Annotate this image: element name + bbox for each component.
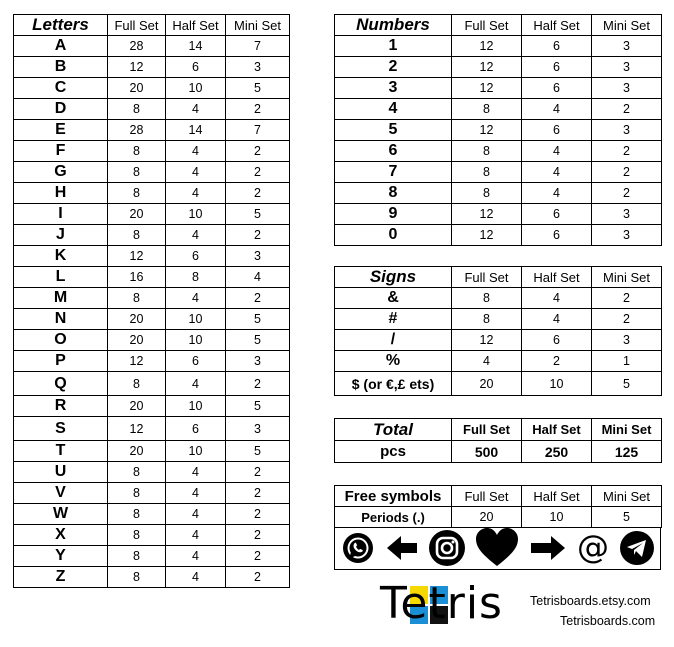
heart-icon bbox=[475, 528, 519, 568]
letters-col-mini: Mini Set bbox=[226, 15, 290, 36]
full-set-value: 8 bbox=[108, 288, 166, 309]
full-set-value: 8 bbox=[108, 462, 166, 483]
half-set-value: 6 bbox=[522, 36, 592, 57]
row-label: 3 bbox=[335, 78, 452, 99]
mini-set-value: 2 bbox=[226, 462, 290, 483]
table-row bbox=[335, 120, 662, 141]
letters-table bbox=[13, 14, 290, 588]
mini-set-value: 4 bbox=[226, 267, 290, 288]
table-row bbox=[335, 288, 662, 309]
full-set-value: 8 bbox=[108, 525, 166, 546]
mini-set-value: 2 bbox=[592, 288, 662, 309]
full-set-value: 20 bbox=[108, 78, 166, 99]
mini-set-value: 2 bbox=[592, 99, 662, 120]
row-label: 4 bbox=[335, 99, 452, 120]
mini-set-value: 3 bbox=[226, 351, 290, 372]
free-symbols-icon-row bbox=[334, 527, 661, 570]
half-set-value: 14 bbox=[166, 36, 226, 57]
full-set-value: 16 bbox=[108, 267, 166, 288]
half-set-value: 4 bbox=[522, 288, 592, 309]
half-set-value: 4 bbox=[166, 162, 226, 183]
row-label: Q bbox=[14, 372, 108, 396]
mini-set-value: 2 bbox=[226, 183, 290, 204]
table-row bbox=[14, 246, 290, 267]
half-set-value: 4 bbox=[166, 288, 226, 309]
table-row bbox=[335, 351, 662, 372]
numbers-col-mini: Mini Set bbox=[592, 15, 662, 36]
row-label: 6 bbox=[335, 141, 452, 162]
signs-table bbox=[334, 266, 662, 396]
half-set-value: 4 bbox=[166, 141, 226, 162]
signs-col-full: Full Set bbox=[452, 267, 522, 288]
mini-set-value: 5 bbox=[226, 78, 290, 99]
full-set-value: 12 bbox=[108, 417, 166, 441]
row-label: H bbox=[14, 183, 108, 204]
mini-set-value: 2 bbox=[226, 483, 290, 504]
telegram-icon bbox=[619, 530, 655, 566]
table-row bbox=[14, 225, 290, 246]
row-label: / bbox=[335, 330, 452, 351]
full-set-value: 8 bbox=[452, 162, 522, 183]
half-set-value: 8 bbox=[166, 267, 226, 288]
full-set-value: 12 bbox=[452, 330, 522, 351]
row-label: 8 bbox=[335, 183, 452, 204]
half-set-value: 6 bbox=[522, 57, 592, 78]
brand-name: Tetris bbox=[380, 578, 503, 629]
free-col-full: Full Set bbox=[452, 486, 522, 507]
row-label: C bbox=[14, 78, 108, 99]
half-set-value: 6 bbox=[166, 351, 226, 372]
table-row bbox=[14, 525, 290, 546]
half-set-value: 4 bbox=[166, 504, 226, 525]
row-label: V bbox=[14, 483, 108, 504]
full-set-value: 12 bbox=[452, 225, 522, 246]
mini-set-value: 5 bbox=[226, 441, 290, 462]
table-row bbox=[335, 330, 662, 351]
full-set-value: 20 bbox=[108, 396, 166, 417]
mini-set-value: 2 bbox=[226, 99, 290, 120]
website-link[interactable]: Tetrisboards.com bbox=[560, 614, 656, 628]
numbers-col-full: Full Set bbox=[452, 15, 522, 36]
table-row bbox=[335, 78, 662, 99]
half-set-value: 10 bbox=[522, 372, 592, 396]
mini-set-value: 5 bbox=[592, 372, 662, 396]
half-set-value: 10 bbox=[166, 204, 226, 225]
mini-set-value: 3 bbox=[592, 78, 662, 99]
mini-set-value: 2 bbox=[592, 183, 662, 204]
table-row bbox=[14, 78, 290, 99]
mini-set-value: 2 bbox=[226, 162, 290, 183]
free-mini-value: 5 bbox=[592, 507, 662, 528]
total-col-mini: Mini Set bbox=[592, 419, 662, 441]
full-set-value: 20 bbox=[108, 330, 166, 351]
half-set-value: 2 bbox=[522, 351, 592, 372]
row-label: O bbox=[14, 330, 108, 351]
half-set-value: 6 bbox=[522, 78, 592, 99]
table-row bbox=[14, 483, 290, 504]
full-set-value: 8 bbox=[452, 141, 522, 162]
mini-set-value: 2 bbox=[226, 141, 290, 162]
table-row bbox=[14, 57, 290, 78]
table-row bbox=[14, 36, 290, 57]
letters-col-half: Half Set bbox=[166, 15, 226, 36]
row-label: X bbox=[14, 525, 108, 546]
total-col-full: Full Set bbox=[452, 419, 522, 441]
table-row bbox=[335, 99, 662, 120]
mini-set-value: 2 bbox=[592, 141, 662, 162]
table-row bbox=[14, 309, 290, 330]
half-set-value: 10 bbox=[166, 309, 226, 330]
full-set-value: 28 bbox=[108, 36, 166, 57]
mini-set-value: 3 bbox=[226, 57, 290, 78]
row-label: J bbox=[14, 225, 108, 246]
half-set-value: 10 bbox=[166, 78, 226, 99]
full-set-value: 12 bbox=[452, 204, 522, 225]
row-label: D bbox=[14, 99, 108, 120]
mini-set-value: 2 bbox=[226, 504, 290, 525]
full-set-value: 12 bbox=[452, 78, 522, 99]
half-set-value: 14 bbox=[166, 120, 226, 141]
half-set-value: 4 bbox=[166, 225, 226, 246]
row-label: A bbox=[14, 36, 108, 57]
half-set-value: 4 bbox=[166, 183, 226, 204]
full-set-value: 8 bbox=[452, 183, 522, 204]
row-label: $ (or €,£ ets) bbox=[335, 372, 452, 396]
full-set-value: 20 bbox=[108, 204, 166, 225]
row-label: M bbox=[14, 288, 108, 309]
full-set-value: 8 bbox=[108, 372, 166, 396]
half-set-value: 4 bbox=[166, 525, 226, 546]
half-set-value: 6 bbox=[522, 225, 592, 246]
table-row bbox=[14, 396, 290, 417]
half-set-value: 4 bbox=[166, 462, 226, 483]
table-row bbox=[14, 351, 290, 372]
row-label: G bbox=[14, 162, 108, 183]
table-row bbox=[14, 546, 290, 567]
half-set-value: 4 bbox=[522, 99, 592, 120]
full-set-value: 8 bbox=[108, 183, 166, 204]
table-row bbox=[14, 330, 290, 351]
row-label: % bbox=[335, 351, 452, 372]
row-label: 2 bbox=[335, 57, 452, 78]
table-row bbox=[335, 372, 662, 396]
table-row bbox=[14, 162, 290, 183]
full-set-value: 8 bbox=[108, 483, 166, 504]
table-row bbox=[14, 99, 290, 120]
full-set-value: 12 bbox=[108, 57, 166, 78]
numbers-title: Numbers bbox=[335, 15, 452, 36]
half-set-value: 4 bbox=[522, 183, 592, 204]
mini-set-value: 2 bbox=[226, 525, 290, 546]
mini-set-value: 3 bbox=[592, 120, 662, 141]
full-set-value: 8 bbox=[108, 567, 166, 588]
mini-set-value: 7 bbox=[226, 120, 290, 141]
total-half-value: 250 bbox=[522, 441, 592, 463]
row-label: 7 bbox=[335, 162, 452, 183]
half-set-value: 4 bbox=[166, 483, 226, 504]
table-row bbox=[335, 225, 662, 246]
half-set-value: 10 bbox=[166, 396, 226, 417]
mini-set-value: 3 bbox=[226, 417, 290, 441]
mini-set-value: 2 bbox=[592, 162, 662, 183]
letters-title: Letters bbox=[14, 15, 108, 36]
half-set-value: 6 bbox=[522, 204, 592, 225]
half-set-value: 4 bbox=[166, 99, 226, 120]
table-row bbox=[14, 441, 290, 462]
total-title: Total bbox=[335, 419, 452, 441]
table-row bbox=[335, 309, 662, 330]
full-set-value: 8 bbox=[452, 309, 522, 330]
signs-title: Signs bbox=[335, 267, 452, 288]
full-set-value: 8 bbox=[108, 225, 166, 246]
full-set-value: 8 bbox=[108, 546, 166, 567]
half-set-value: 6 bbox=[166, 57, 226, 78]
table-row bbox=[14, 417, 290, 441]
half-set-value: 10 bbox=[166, 330, 226, 351]
full-set-value: 8 bbox=[452, 99, 522, 120]
numbers-table bbox=[334, 14, 662, 246]
half-set-value: 6 bbox=[166, 246, 226, 267]
full-set-value: 20 bbox=[452, 372, 522, 396]
total-full-value: 500 bbox=[452, 441, 522, 463]
row-label: T bbox=[14, 441, 108, 462]
row-label: U bbox=[14, 462, 108, 483]
full-set-value: 12 bbox=[108, 351, 166, 372]
table-row bbox=[335, 183, 662, 204]
table-row bbox=[14, 567, 290, 588]
mini-set-value: 2 bbox=[592, 309, 662, 330]
svg-text:@: @ bbox=[577, 531, 610, 565]
row-label: N bbox=[14, 309, 108, 330]
row-label: # bbox=[335, 309, 452, 330]
mini-set-value: 5 bbox=[226, 396, 290, 417]
etsy-link[interactable]: Tetrisboards.etsy.com bbox=[530, 594, 651, 608]
table-row bbox=[14, 267, 290, 288]
arrow-left-icon bbox=[385, 534, 419, 562]
half-set-value: 4 bbox=[166, 567, 226, 588]
mini-set-value: 1 bbox=[592, 351, 662, 372]
table-row bbox=[14, 204, 290, 225]
mini-set-value: 5 bbox=[226, 204, 290, 225]
row-label: S bbox=[14, 417, 108, 441]
numbers-col-half: Half Set bbox=[522, 15, 592, 36]
table-row bbox=[14, 141, 290, 162]
full-set-value: 12 bbox=[108, 246, 166, 267]
row-label: E bbox=[14, 120, 108, 141]
free-col-mini: Mini Set bbox=[592, 486, 662, 507]
table-row bbox=[335, 162, 662, 183]
mini-set-value: 5 bbox=[226, 309, 290, 330]
mini-set-value: 7 bbox=[226, 36, 290, 57]
total-table bbox=[334, 418, 662, 463]
table-row bbox=[335, 57, 662, 78]
half-set-value: 6 bbox=[522, 330, 592, 351]
mini-set-value: 3 bbox=[592, 330, 662, 351]
full-set-value: 20 bbox=[108, 441, 166, 462]
signs-col-mini: Mini Set bbox=[592, 267, 662, 288]
mini-set-value: 3 bbox=[592, 204, 662, 225]
half-set-value: 10 bbox=[166, 441, 226, 462]
row-label: L bbox=[14, 267, 108, 288]
row-label: 0 bbox=[335, 225, 452, 246]
full-set-value: 8 bbox=[108, 99, 166, 120]
mini-set-value: 2 bbox=[226, 372, 290, 396]
at-sign-icon bbox=[576, 531, 610, 565]
whatsapp-icon bbox=[340, 530, 376, 566]
half-set-value: 4 bbox=[166, 546, 226, 567]
half-set-value: 4 bbox=[166, 372, 226, 396]
mini-set-value: 2 bbox=[226, 546, 290, 567]
free-half-value: 10 bbox=[522, 507, 592, 528]
table-row bbox=[335, 36, 662, 57]
full-set-value: 4 bbox=[452, 351, 522, 372]
row-label: 9 bbox=[335, 204, 452, 225]
row-label: F bbox=[14, 141, 108, 162]
mini-set-value: 3 bbox=[226, 246, 290, 267]
full-set-value: 8 bbox=[452, 288, 522, 309]
row-label: I bbox=[14, 204, 108, 225]
mini-set-value: 3 bbox=[592, 36, 662, 57]
free-symbols-title: Free symbols bbox=[335, 486, 452, 507]
free-col-half: Half Set bbox=[522, 486, 592, 507]
table-row bbox=[14, 183, 290, 204]
mini-set-value: 3 bbox=[592, 225, 662, 246]
table-row bbox=[14, 504, 290, 525]
full-set-value: 12 bbox=[452, 120, 522, 141]
row-label: R bbox=[14, 396, 108, 417]
letters-col-full: Full Set bbox=[108, 15, 166, 36]
table-row bbox=[14, 462, 290, 483]
total-col-half: Half Set bbox=[522, 419, 592, 441]
full-set-value: 8 bbox=[108, 141, 166, 162]
row-label: W bbox=[14, 504, 108, 525]
arrow-right-icon bbox=[529, 534, 567, 562]
row-label: B bbox=[14, 57, 108, 78]
full-set-value: 12 bbox=[452, 57, 522, 78]
instagram-icon bbox=[428, 529, 466, 567]
full-set-value: 28 bbox=[108, 120, 166, 141]
table-row bbox=[14, 120, 290, 141]
total-mini-value: 125 bbox=[592, 441, 662, 463]
full-set-value: 20 bbox=[108, 309, 166, 330]
mini-set-value: 2 bbox=[226, 567, 290, 588]
row-label: 1 bbox=[335, 36, 452, 57]
mini-set-value: 2 bbox=[226, 288, 290, 309]
mini-set-value: 5 bbox=[226, 330, 290, 351]
mini-set-value: 3 bbox=[592, 57, 662, 78]
row-label: 5 bbox=[335, 120, 452, 141]
table-row bbox=[335, 141, 662, 162]
signs-col-half: Half Set bbox=[522, 267, 592, 288]
full-set-value: 8 bbox=[108, 162, 166, 183]
free-full-value: 20 bbox=[452, 507, 522, 528]
table-row bbox=[335, 204, 662, 225]
row-label: K bbox=[14, 246, 108, 267]
table-row bbox=[14, 372, 290, 396]
full-set-value: 12 bbox=[452, 36, 522, 57]
half-set-value: 4 bbox=[522, 162, 592, 183]
total-row-label: pcs bbox=[335, 441, 452, 463]
half-set-value: 6 bbox=[522, 120, 592, 141]
mini-set-value: 2 bbox=[226, 225, 290, 246]
free-symbols-table bbox=[334, 485, 662, 528]
row-label: Z bbox=[14, 567, 108, 588]
row-label: P bbox=[14, 351, 108, 372]
table-row bbox=[14, 288, 290, 309]
full-set-value: 8 bbox=[108, 504, 166, 525]
half-set-value: 6 bbox=[166, 417, 226, 441]
row-label: Y bbox=[14, 546, 108, 567]
half-set-value: 4 bbox=[522, 141, 592, 162]
free-row-label: Periods (.) bbox=[335, 507, 452, 528]
row-label: & bbox=[335, 288, 452, 309]
half-set-value: 4 bbox=[522, 309, 592, 330]
